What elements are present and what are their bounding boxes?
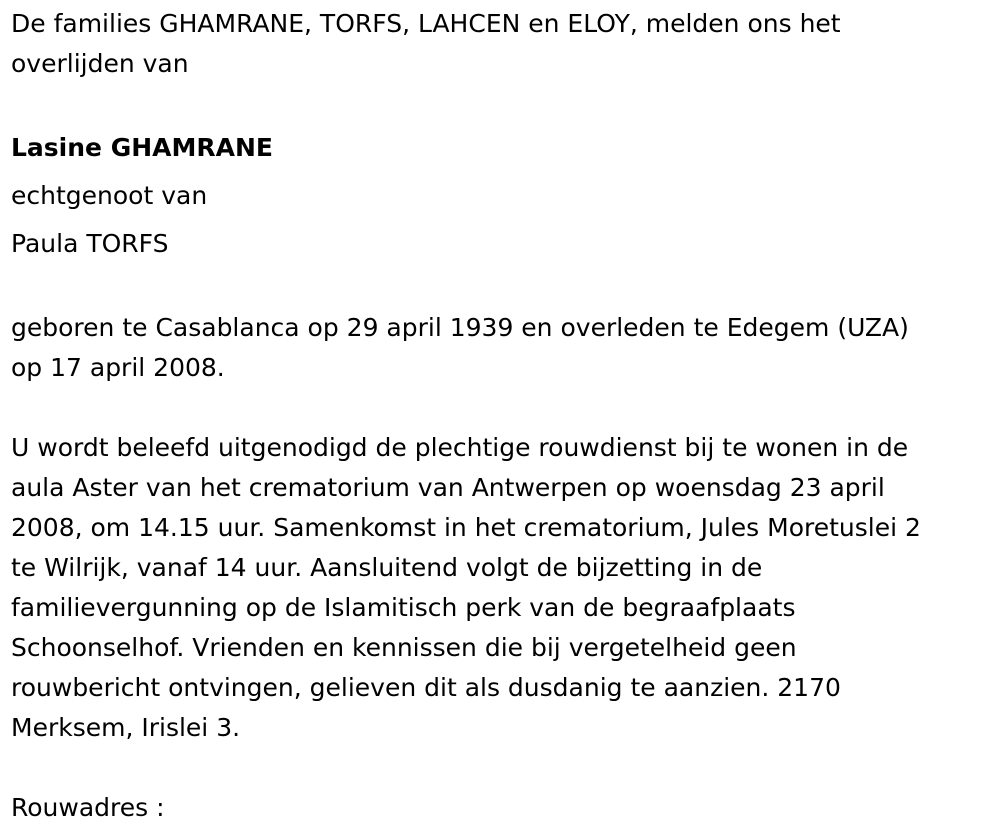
ceremony-line: te Wilrijk, vanaf 14 uur. Aansluitend volgt de bijzetting in de <box>11 553 763 582</box>
birth-death-line: op 17 april 2008. <box>11 353 225 382</box>
spacer <box>11 748 986 788</box>
spacer <box>11 388 986 428</box>
ceremony-line: U wordt beleefd uitgenodigd de plechtige rouwdienst bij te wonen in de <box>11 433 909 462</box>
spouse-name: Paula TORFS <box>11 229 169 258</box>
birth-death-paragraph <box>11 308 986 388</box>
deceased-name: Lasine GHAMRANE <box>11 133 273 162</box>
spacer <box>11 84 986 124</box>
relation-label: echtgenoot van <box>11 181 208 210</box>
address-label: Rouwadres : <box>11 793 165 822</box>
deceased-block <box>11 124 986 268</box>
birth-death-line: geboren te Casablanca op 29 april 1939 en overleden te Edegem (UZA) <box>11 313 909 342</box>
death-notice <box>11 4 986 828</box>
spacer <box>11 268 986 308</box>
intro-line: De families GHAMRANE, TORFS, LAHCEN en ELOY, melden ons het <box>11 9 841 38</box>
ceremony-line: rouwbericht ontvingen, gelieven dit als dusdanig te aanzien. 2170 <box>11 673 841 702</box>
ceremony-line: Merksem, Irislei 3. <box>11 713 241 742</box>
ceremony-line: Schoonselhof. Vrienden en kennissen die bij vergetelheid geen <box>11 633 797 662</box>
ceremony-line: aula Aster van het crematorium van Antwerpen op woensdag 23 april <box>11 473 885 502</box>
address-paragraph <box>11 788 986 828</box>
ceremony-paragraph <box>11 428 986 748</box>
intro-line: overlijden van <box>11 49 189 78</box>
ceremony-line: 2008, om 14.15 uur. Samenkomst in het crematorium, Jules Moretuslei 2 <box>11 513 921 542</box>
ceremony-line: familievergunning op de Islamitisch perk van de begraafplaats <box>11 593 796 622</box>
intro-paragraph <box>11 4 986 84</box>
